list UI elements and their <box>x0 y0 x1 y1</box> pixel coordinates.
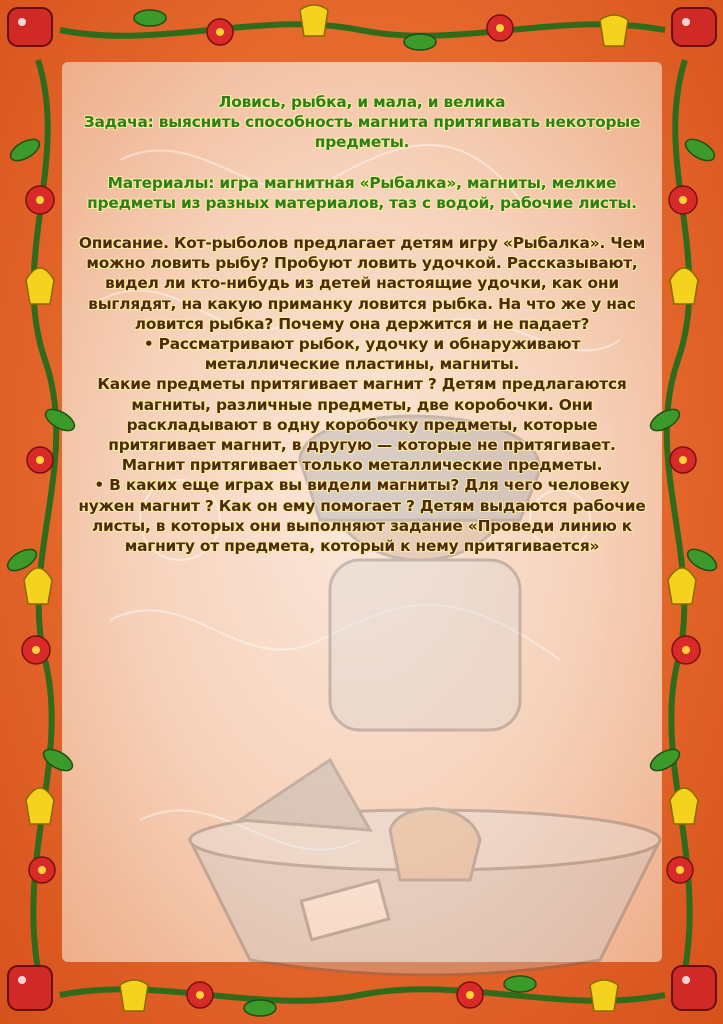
paragraph-magnet: Какие предметы притягивает магнит ? Детям предлагаются магниты, различные предметы, две коробочки. Они раскладывают в одну коробочку предметы, которые притягивает магнит, в другую — которые не притягивает. Магнит притягивает только металлические предметы. <box>97 375 627 475</box>
bullet-fish: • Рассматривают рыбок, удочку и обнаруживают металлические пластины, магниты. <box>143 335 581 374</box>
text-content <box>78 92 646 556</box>
bullet-games: • В каких еще играх вы видели магниты? Для чего человеку нужен магнит ? Как он ему помогает ? Детям выдаются рабочие листы, в которых они выполняют задание «Проведи линию к магниту от предмета, который к нему притягивается» <box>78 476 646 556</box>
title: Ловись, рыбка, и мала, и велика <box>218 93 506 111</box>
materials-text: Материалы: игра магнитная «Рыбалка», магниты, мелкие предметы из разных материалов, таз с водой, рабочие листы. <box>87 173 637 212</box>
description-text: Описание. Кот-рыболов предлагает детям игру «Рыбалка». Чем можно ловить рыбу? Пробуют ловить удочкой. Рассказывают, видел ли кто-нибудь из детей настоящие удочки, как они выглядят, на какую приманку ловится рыбка. На что же у нас ловится рыбка? Почему она держится и не падает? <box>78 234 646 333</box>
task-text: Задача: выяснить способность магнита притягивать некоторые предметы. <box>83 113 641 152</box>
